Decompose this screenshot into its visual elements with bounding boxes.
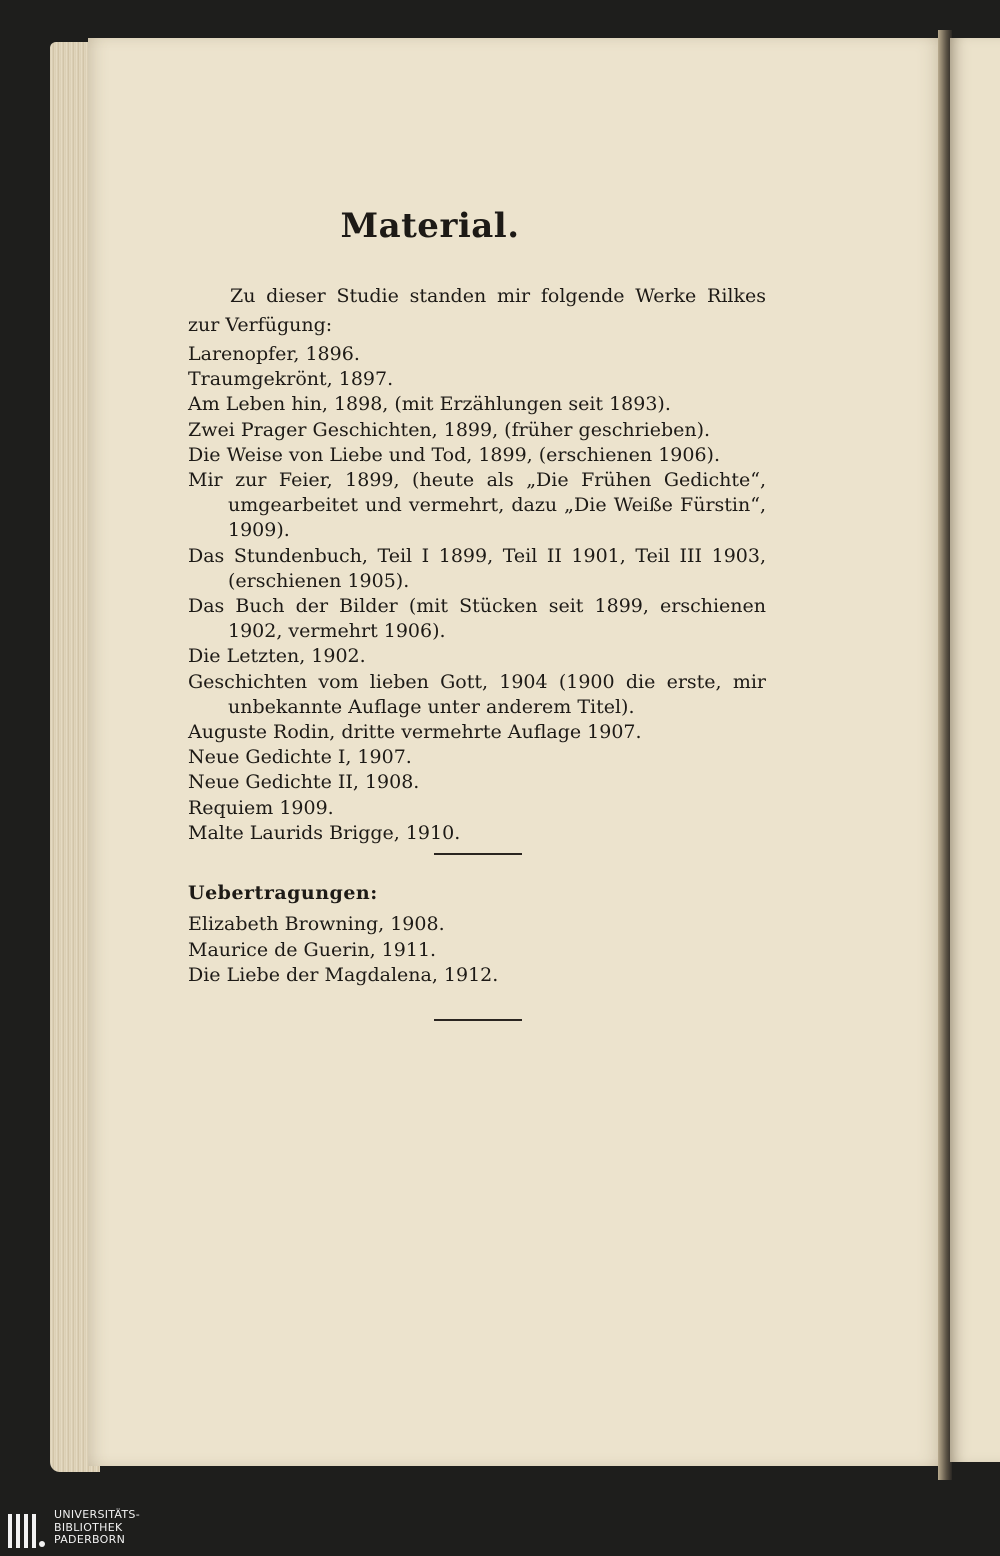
list-item: Auguste Rodin, dritte vermehrte Auflage 1907. bbox=[188, 721, 642, 744]
section-divider bbox=[434, 853, 522, 855]
list-item: Traumgekrönt, 1897. bbox=[188, 368, 394, 391]
list-item: Elizabeth Browning, 1908. bbox=[188, 913, 445, 935]
translations-heading: Uebertragungen: bbox=[188, 882, 378, 904]
list-item: Geschichten vom lieben Gott, 1904 (1900 die erste, mir unbekannte Auflage unter anderem Titel). bbox=[188, 670, 766, 718]
library-name-line: UNIVERSITÄTS- bbox=[54, 1508, 140, 1521]
list-item: Das Stundenbuch, Teil I 1899, Teil II 1901, Teil III 1903, (erschienen 1905). bbox=[188, 544, 766, 592]
intro-paragraph: Zu dieser Studie standen mir folgende Werke Rilkes zur Verfügung: bbox=[188, 285, 766, 336]
list-item: Maurice de Guerin, 1911. bbox=[188, 938, 437, 961]
list-item: Die Letzten, 1902. bbox=[188, 645, 366, 668]
works-list bbox=[188, 342, 766, 846]
translations-list bbox=[188, 912, 498, 989]
list-item: Malte Laurids Brigge, 1910. bbox=[188, 821, 461, 844]
library-logo-icon bbox=[6, 1510, 48, 1552]
end-divider bbox=[434, 1019, 522, 1021]
list-item: Das Buch der Bilder (mit Stücken seit 1899, erschienen 1902, vermehrt 1906). bbox=[188, 595, 766, 643]
list-item: Requiem 1909. bbox=[188, 796, 334, 819]
library-name bbox=[54, 1509, 140, 1547]
list-item: Larenopfer, 1896. bbox=[188, 343, 360, 365]
list-item: Die Weise von Liebe und Tod, 1899, (erschienen 1906). bbox=[188, 443, 720, 466]
page-title: Material. bbox=[340, 206, 520, 246]
library-name-line: PADERBORN bbox=[54, 1533, 126, 1546]
list-item: Zwei Prager Geschichten, 1899, (früher geschrieben). bbox=[188, 418, 711, 441]
list-item: Neue Gedichte I, 1907. bbox=[188, 746, 412, 769]
list-item: Am Leben hin, 1898, (mit Erzählungen seit 1893). bbox=[188, 393, 671, 416]
library-name-line: BIBLIOTHEK bbox=[54, 1520, 123, 1534]
list-item: Neue Gedichte II, 1908. bbox=[188, 771, 420, 794]
library-stamp bbox=[0, 1504, 160, 1556]
list-item: Mir zur Feier, 1899, (heute als „Die Frühen Gedichte“, umgearbeitet und vermehrt, dazu „Die Weiße Fürstin“, 1909). bbox=[188, 469, 766, 542]
list-item: Die Liebe der Magdalena, 1912. bbox=[188, 964, 499, 986]
